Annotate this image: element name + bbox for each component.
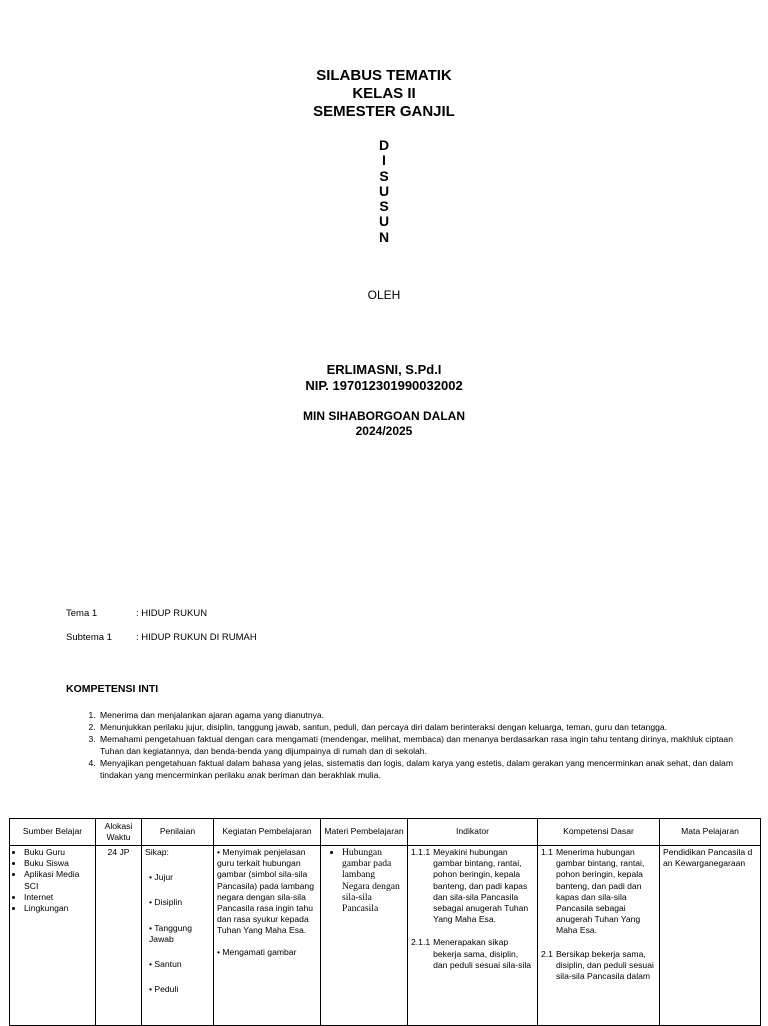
- school-name: MIN SIHABORGOAN DALAN: [303, 409, 465, 423]
- sumber-item: • Buku Guru: [24, 847, 92, 858]
- indikator-number: 2.1.1: [411, 937, 431, 948]
- silabus-table: [9, 818, 761, 1026]
- ki-item: 1. Menerima dan menjalankan ajaran agama yang dianutnya.: [98, 709, 733, 721]
- indikator-number: 1.1.1: [411, 847, 431, 857]
- penilaian-item: • Disiplin: [149, 897, 183, 908]
- kd-text: Menerima hubungan gambar bintang, rantai, pohon beringin, kepala banteng, dan padi dan kapas dan sila-sila Pancasila sebagai anugerah Tuhan Yang Maha Esa.: [555, 847, 645, 936]
- table-header-row: [10, 819, 761, 846]
- author-name: ERLIMASNI, S.Pd.I: [326, 362, 442, 377]
- cell-kompetensi-dasar: [538, 846, 660, 1026]
- kegiatan-item: • Mengamati gambar: [217, 946, 297, 957]
- title-line-1: SILABUS TEMATIK: [316, 67, 452, 84]
- school-year: 2024/2025: [355, 424, 413, 438]
- vertical-letter: N: [378, 228, 390, 245]
- author-block: [0, 362, 768, 394]
- vertical-letter: U: [378, 182, 390, 199]
- table-row: [10, 846, 761, 1026]
- kd-item: [541, 847, 656, 937]
- penilaian-item: • Peduli: [149, 984, 179, 995]
- vertical-letter: D: [378, 137, 390, 153]
- sumber-item: • Aplikasi Media SCI: [24, 869, 92, 891]
- cell-kegiatan: [214, 846, 321, 1026]
- cell-mapel: Pendidikan Pancasila dan Kewarganegaraan: [660, 846, 761, 1026]
- cell-materi: [321, 846, 408, 1026]
- materi-list: [324, 847, 404, 914]
- header-indikator: Indikator: [408, 819, 538, 846]
- ki-item: 3. Memahami pengetahuan faktual dengan cara mengamati (mendengar, melihat, membaca) dan menanya berdasarkan rasa ingin tahu tentang dirinya, makhluk ciptaan Tuhan dan kegiatannya, dan benda-benda yang dijumpainya di rumah dan di sekolah.: [98, 733, 733, 757]
- kompetensi-inti-list: [66, 709, 733, 781]
- header-sumber: Sumber Belajar: [10, 819, 96, 846]
- cell-sumber: [10, 846, 96, 1026]
- header-penilaian: Penilaian: [142, 819, 214, 846]
- kd-number: 1.1: [541, 847, 553, 857]
- sumber-item: • Internet: [24, 892, 92, 903]
- vertical-letter: U: [378, 213, 390, 230]
- penilaian-item: • Santun: [149, 959, 182, 970]
- penilaian-title: Sikap:: [145, 847, 169, 857]
- indikator-text: Meyakini hubungan gambar bintang, rantai, pohon beringin, kepala banteng, dan padi kapas dan sila-sila Pancasila sebagai anugerah Tuhan Yang Maha Esa.: [433, 847, 529, 925]
- header-alokasi: Alokasi Waktu: [96, 819, 142, 846]
- sumber-item: • Lingkungan: [24, 903, 92, 914]
- disusun-vertical: [0, 138, 768, 245]
- cell-alokasi: 24 JP: [96, 846, 142, 1026]
- penilaian-item: • Jujur: [149, 872, 174, 883]
- header-materi: Materi Pembelajaran: [321, 819, 408, 846]
- kegiatan-item: • Menyimak penjelasan guru terkait hubungan gambar (simbol sila-sila Pancasila) pada lambang negara dengan sila-sila Pancasila rasa ingin tahu dan rasa syukur kepada Tuhan Yang Maha Esa.: [217, 847, 314, 936]
- tema-value: : HIDUP RUKUN: [136, 608, 208, 619]
- cell-penilaian: [142, 846, 214, 1026]
- header-kegiatan: Kegiatan Pembelajaran: [214, 819, 321, 846]
- materi-item: • Hubungan gambar pada lambang Negara dengan sila-sila Pancasila: [342, 847, 404, 914]
- subtema-label: Subtema 1: [66, 632, 112, 643]
- ki-item: 2. Menunjukkan perilaku jujur, disiplin, tanggung jawab, santun, peduli, dan percaya diri dalam berinteraksi dengan keluarga, teman, guru dan tetangga.: [98, 721, 733, 733]
- header-mapel: Mata Pelajaran: [660, 819, 761, 846]
- cover-title: [0, 67, 768, 121]
- vertical-letter: S: [379, 167, 389, 184]
- subtema-row: [66, 632, 257, 643]
- kompetensi-inti-title: KOMPETENSI INTI: [66, 683, 159, 695]
- vertical-letter: I: [382, 152, 386, 169]
- vertical-letter: S: [379, 198, 389, 215]
- title-line-3: SEMESTER GANJIL: [313, 103, 455, 120]
- indikator-text: Menerapakan sikap bekerja sama, disiplin, dan peduli sesuai sila-sila: [433, 937, 532, 970]
- header-kd: Kompetensi Dasar: [538, 819, 660, 846]
- cell-indikator: [408, 846, 538, 1026]
- ki-item: 4. Menyajikan pengetahuan faktual dalam bahasa yang jelas, sistematis dan logis, dalam karya yang estetis, dalam gerakan yang mencerminkan anak sehat, dan dalam tindakan yang mencerminkan perilaku anak beriman dan berakhlak mulia.: [98, 757, 733, 781]
- oleh-label: OLEH: [367, 288, 401, 302]
- sumber-list: [13, 847, 92, 914]
- tema-label: Tema 1: [66, 608, 98, 619]
- indikator-item: [411, 847, 534, 925]
- kd-number: 2.1: [541, 948, 553, 959]
- penilaian-item: • Tanggung Jawab: [149, 922, 192, 944]
- school-block: [0, 409, 768, 439]
- indikator-item: [411, 937, 534, 971]
- sumber-item: • Buku Siswa: [24, 858, 92, 869]
- author-nip: NIP. 197012301990032002: [305, 378, 463, 393]
- title-line-2: KELAS II: [352, 85, 416, 102]
- kd-text: Bersikap bekerja sama, disiplin, dan peduli sesuai sila-sila Pancasila dalam: [555, 948, 654, 982]
- tema-row: [66, 608, 207, 619]
- subtema-value: : HIDUP RUKUN DI RUMAH: [136, 632, 257, 643]
- kd-item: [541, 949, 656, 983]
